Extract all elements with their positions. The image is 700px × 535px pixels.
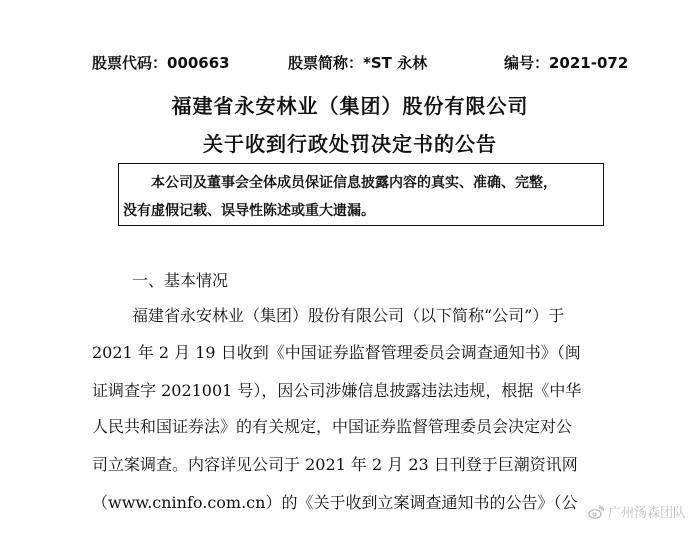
weibo-icon xyxy=(588,505,604,519)
paragraph-line: 证调查字 2021001 号），因公司涉嫌信息披露违法违规，根据《中华 xyxy=(92,381,582,400)
header-line xyxy=(92,52,632,74)
paragraph-line: （www.cninfo.com.cn）的《关于收到立案调查通知书的公告》（公 xyxy=(92,493,578,512)
paragraph-line: 人民共和国证券法》的有关规定，中国证券监督管理委员会决定对公 xyxy=(92,417,573,436)
paragraph-line: 2021 年 2 月 19 日收到《中国证券监督管理委员会调查通知书》（闽 xyxy=(92,343,581,362)
stock-name: 股票简称：*ST 永林 xyxy=(288,54,428,72)
section-heading: 一、基本情况 xyxy=(132,271,229,290)
paragraph-line: 司立案调查。内容详见公司于 2021 年 2 月 23 日刊登于巨潮资讯网 xyxy=(92,455,578,474)
document-number: 编号：2021-072 xyxy=(504,54,629,72)
watermark-text: 广州汤森团队 xyxy=(607,506,686,521)
disclaimer-box xyxy=(118,163,604,226)
stock-code: 股票代码：000663 xyxy=(92,54,230,72)
company-title: 福建省永安林业（集团）股份有限公司 xyxy=(171,94,529,118)
disclaimer-line: 本公司及董事会全体成员保证信息披露内容的真实、准确、完整， xyxy=(151,175,557,191)
paragraph-line: 福建省永安林业（集团）股份有限公司（以下简称“公司”）于 xyxy=(132,306,565,325)
announcement-title: 关于收到行政处罚决定书的公告 xyxy=(203,132,497,156)
watermark xyxy=(588,502,686,521)
disclaimer-line: 没有虚假记载、误导性陈述或重大遗漏。 xyxy=(123,203,375,219)
